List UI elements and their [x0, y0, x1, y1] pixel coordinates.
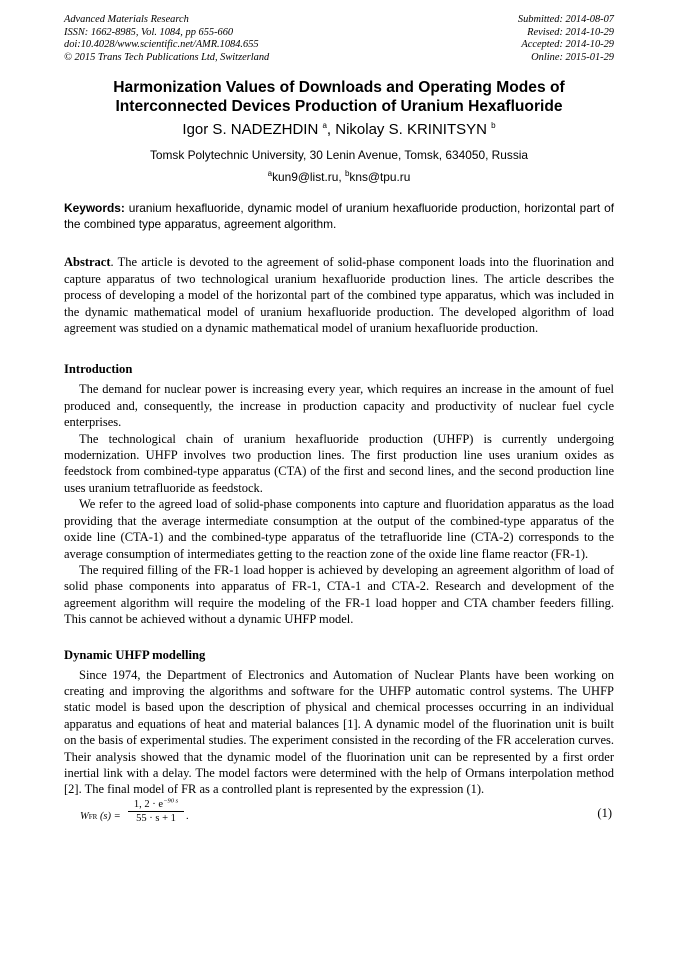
- equation-denominator: 55 · s + 1: [136, 812, 176, 824]
- journal-name: Advanced Materials Research: [64, 14, 189, 25]
- keywords-text: uranium hexafluoride, dynamic model of uranium hexafluoride production, horizontal part of the combined type apparatus, agreement algorithm.: [64, 201, 614, 232]
- paper-title: [64, 78, 614, 116]
- dynamic-modelling-body: [64, 667, 614, 798]
- journal-header: [64, 14, 614, 70]
- eq-num-base: 1, 2 · e: [133, 798, 164, 810]
- keywords-label: Keywords:: [64, 201, 125, 215]
- copyright-line: © 2015 Trans Tech Publications Ltd, Switzerland: [64, 51, 270, 63]
- email-a: kun9@list.ru: [272, 170, 339, 184]
- paper-page: [64, 14, 614, 835]
- affiliation: Tomsk Polytechnic University, 30 Lenin Avenue, Tomsk, 634050, Russia: [149, 148, 529, 162]
- intro-paragraph-3: We refer to the agreed load of solid-phase components into capture and fluoridation apparatus as the load providing that the average intermediate consumption at the output of the combined-type apparatus of the oxide line (CTA-1) and the combined-type apparatus of the tetrafluoride line (CTA-2) corresponds to the average consumption of intermediates getting to the reaction zone of the oxide line flame reactor (FR-1).: [64, 497, 614, 561]
- author-2: Nikolay S. KRINITSYN: [335, 121, 487, 138]
- revised-date: Revised: 2014-10-29: [527, 26, 614, 38]
- online-date: Online: 2015-01-29: [531, 51, 614, 63]
- issn-line: ISSN: 1662-8985, Vol. 1084, pp 655-660: [64, 26, 234, 38]
- section-heading-dynamic-modelling: Dynamic UHFP modelling: [64, 647, 206, 662]
- submitted-date: Submitted: 2014-08-07: [517, 14, 614, 25]
- accepted-date: Accepted: 2014-10-29: [521, 39, 614, 51]
- abstract-text: . The article is devoted to the agreement of solid-phase component loads into the fluorination and capture apparatus of two technological uranium hexafluoride production lines. The article describes the process of developing a model of the horizontal part of the combined type apparatus, which was included in the dynamic mathematical model of uranium hexafluoride production. The developed algorithm of load agreement was studied on a dynamic mathematical model of uranium hexafluoride production.: [64, 255, 614, 336]
- equation-fraction: [128, 799, 184, 824]
- doi-line: doi:10.4028/www.scientific.net/AMR.1084.655: [64, 39, 259, 51]
- author-emails: [64, 170, 614, 184]
- eq-subscript: FR: [88, 812, 98, 821]
- title-line-1: Harmonization Values of Downloads and Operating Modes of: [113, 79, 565, 96]
- email-separator: ,: [338, 170, 345, 184]
- journal-info: [64, 14, 269, 64]
- eq-symbol-w: W: [80, 810, 89, 822]
- eq-argument: (s) =: [99, 810, 121, 822]
- equation-numerator: [128, 799, 184, 812]
- dynamic-paragraph-1: Since 1974, the Department of Electronics and Automation of Nuclear Plants have been working on creating and improving the algorithms and software for the UHFP automatic control systems. The UHFP static model is based upon the description of physical and chemical processes occurring in an individual apparatus and equations of heat and material balances [1]. A dynamic model of the fluorination unit is built on the basis of experimental studies. The experiment consisted in the recording of the FR acceleration curves. Their analysis showed that the dynamic model of the fluorination unit can be represented by a first order inertial link with a delay. The model factors were determined with the help of Ormans interpolation method [2]. The final model of FR as a controlled plant is represented by the expression (1).: [64, 667, 614, 797]
- equation-number: (1): [597, 805, 612, 820]
- author-separator: ,: [326, 121, 336, 138]
- abstract-label: Abstract: [64, 255, 111, 270]
- intro-paragraph-2: The technological chain of uranium hexafluoride production (UHFP) is currently undergoing modernization. UHFP involves two production lines. The first production line uses uranium oxides as feedstock from combined-type apparatus (CTA) of the first and second lines, and the second production line uses uranium tetrafluoride as feedstock.: [64, 431, 614, 495]
- author-1-affil-mark: a: [322, 121, 327, 130]
- abstract: [64, 254, 614, 336]
- intro-paragraph-1: The demand for nuclear power is increasing every year, which requires an increase in the amount of fuel produced and, consequently, the increase in production capacity and productivity of nuclear fuel cycle enterprises.: [64, 382, 614, 430]
- email-b: kns@tpu.ru: [349, 170, 411, 184]
- author-1: Igor S. NADEZHDIN: [182, 121, 319, 138]
- introduction-body: [64, 381, 614, 627]
- email-b-mark: b: [344, 169, 350, 179]
- eq-num-exponent: −90 s: [163, 797, 179, 805]
- equation-period: .: [186, 810, 189, 822]
- publication-dates: [518, 14, 614, 64]
- section-heading-introduction: Introduction: [64, 362, 133, 377]
- keywords: [64, 200, 614, 232]
- title-line-2: Interconnected Devices Production of Uranium Hexafluoride: [115, 98, 563, 115]
- equation-lhs: [80, 811, 121, 822]
- equation-1: [64, 799, 614, 835]
- email-a-mark: a: [267, 169, 273, 179]
- intro-paragraph-4: The required filling of the FR-1 load hopper is achieved by developing an agreement algorithm of load of solid phase components into apparatus of FR-1, CTA-1 and CTA-2. Research and development of the agreement algorithm will require the modeling of the FR-1 load hopper and CTA chamber feeders filling. This cannot be achieved without a dynamic UHFP model.: [64, 562, 614, 627]
- author-2-affil-mark: b: [491, 121, 496, 130]
- author-list: [64, 121, 614, 139]
